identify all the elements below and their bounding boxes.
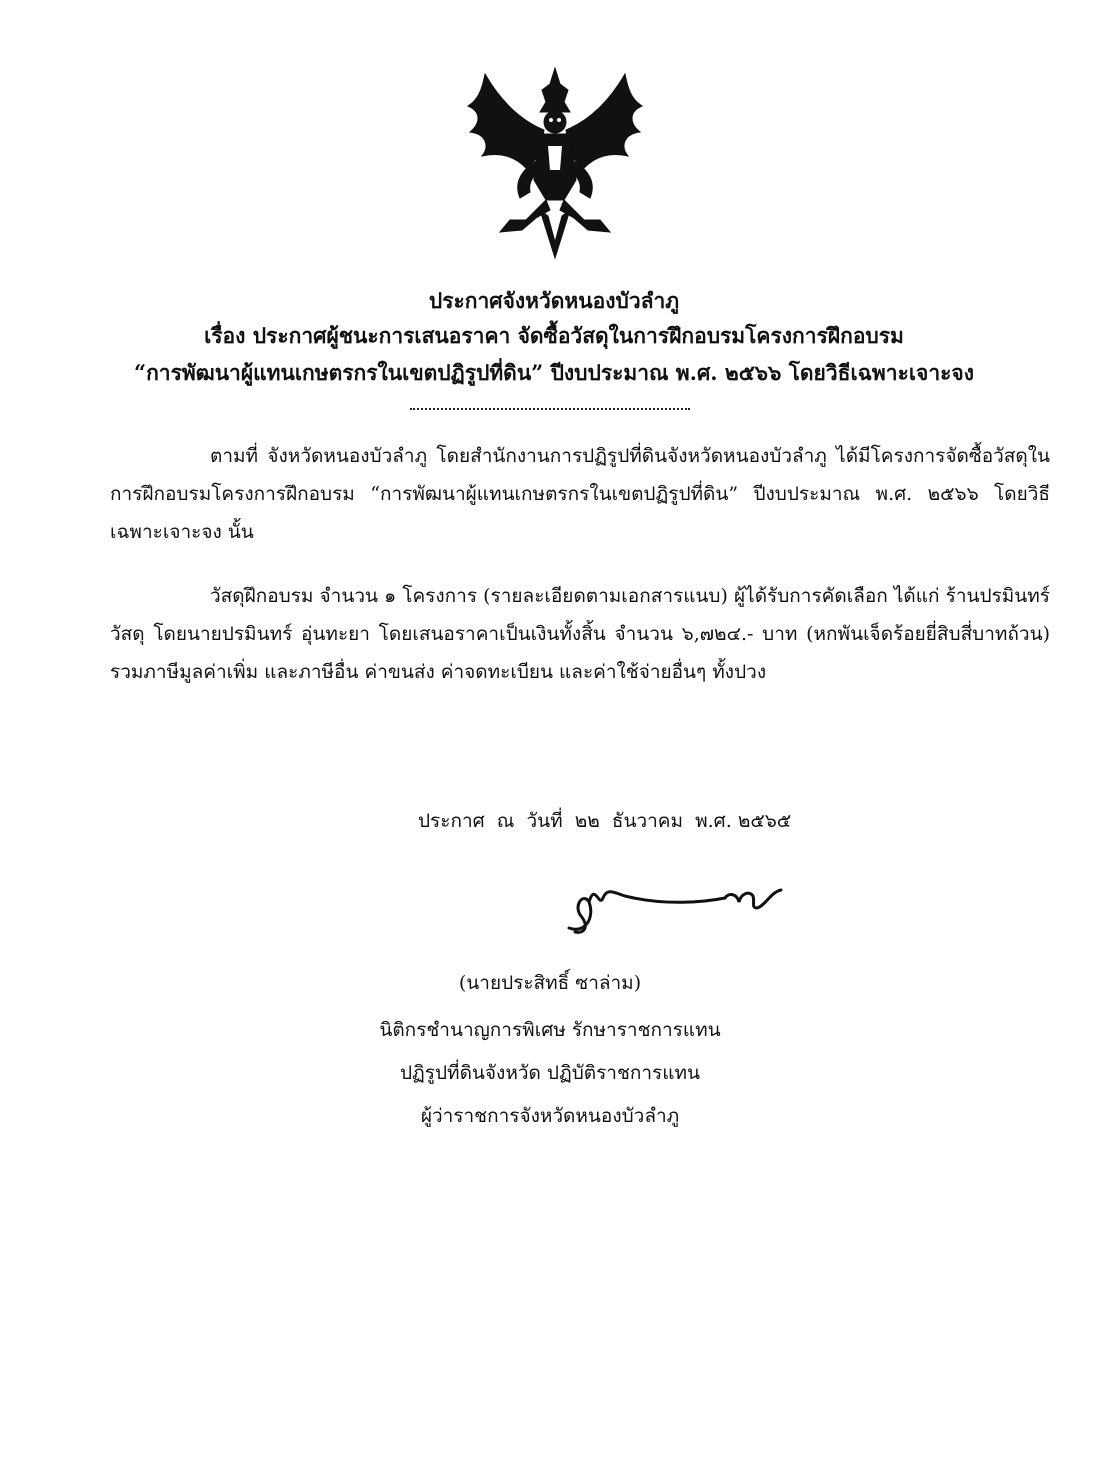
signatory-position-2: ปฏิรูปที่ดินจังหวัด ปฏิบัติราชการแทน xyxy=(399,1062,701,1084)
announcement-subject-continued: “การพัฒนาผู้แทนเกษตรกรในเขตปฏิรูปที่ดิน” ปีงบประมาณ พ.ศ. ๒๕๖๖ โดยวิธีเฉพาะเจาะจง xyxy=(134,360,974,385)
body-paragraph-2 xyxy=(110,577,1050,691)
announcement-title: ประกาศจังหวัดหนองบัวลำภู xyxy=(428,288,680,313)
announcement-subject: เรื่อง ประกาศผู้ชนะการเสนอราคา จัดซื้อวัสดุในการฝึกอบรมโครงการฝึกอบรม xyxy=(204,323,904,348)
handwritten-signature xyxy=(555,872,795,942)
dotted-separator xyxy=(410,408,690,410)
body-paragraph-1-text: ตามที่ จังหวัดหนองบัวลำภู โดยสำนักงานการปฏิรูปที่ดินจังหวัดหนองบัวลำภู ได้มีโครงการจัดซื้อวัสดุในการฝึกอบรมโครงการฝึกอบรม “การพัฒนาผู้แทนเกษตรกรในเขตปฏิรูปที่ดิน” ปีงบประมาณ พ.ศ. ๒๕๖๖ โดยวิธีเฉพาะเจาะจง นั้น xyxy=(110,445,1050,543)
body-paragraph-1 xyxy=(110,437,1050,551)
signatory-name: (นายประสิทธิ์ ซาล่าม) xyxy=(458,972,642,994)
body-paragraph-2-text: วัสดุฝึกอบรม จำนวน ๑ โครงการ (รายละเอียดตามเอกสารแนบ) ผู้ได้รับการคัดเลือก ได้แก่ ร้านปรมินทร์วัสดุ โดยนายปรมินทร์ อุ่นทะยา โดยเสนอราคาเป็นเงินทั้งสิ้น จำนวน ๖,๗๒๔.- บาท (หกพันเจ็ดร้อยยี่สิบสี่บาทถ้วน) รวมภาษีมูลค่าเพิ่ม และภาษีอื่น ค่าขนส่ง ค่าจดทะเบียน และค่าใช้จ่ายอื่นๆ ทั้งปวง xyxy=(110,585,1050,683)
signatory-position-1: นิติกรชำนาญการพิเศษ รักษาราชการแทน xyxy=(379,1019,721,1041)
garuda-emblem-icon xyxy=(460,60,650,260)
signatory-position-3: ผู้ว่าราชการจังหวัดหนองบัวลำภู xyxy=(420,1105,680,1127)
announcement-date: ประกาศ ณ วันที่ ๒๒ ธันวาคม พ.ศ. ๒๕๖๕ xyxy=(418,810,792,832)
